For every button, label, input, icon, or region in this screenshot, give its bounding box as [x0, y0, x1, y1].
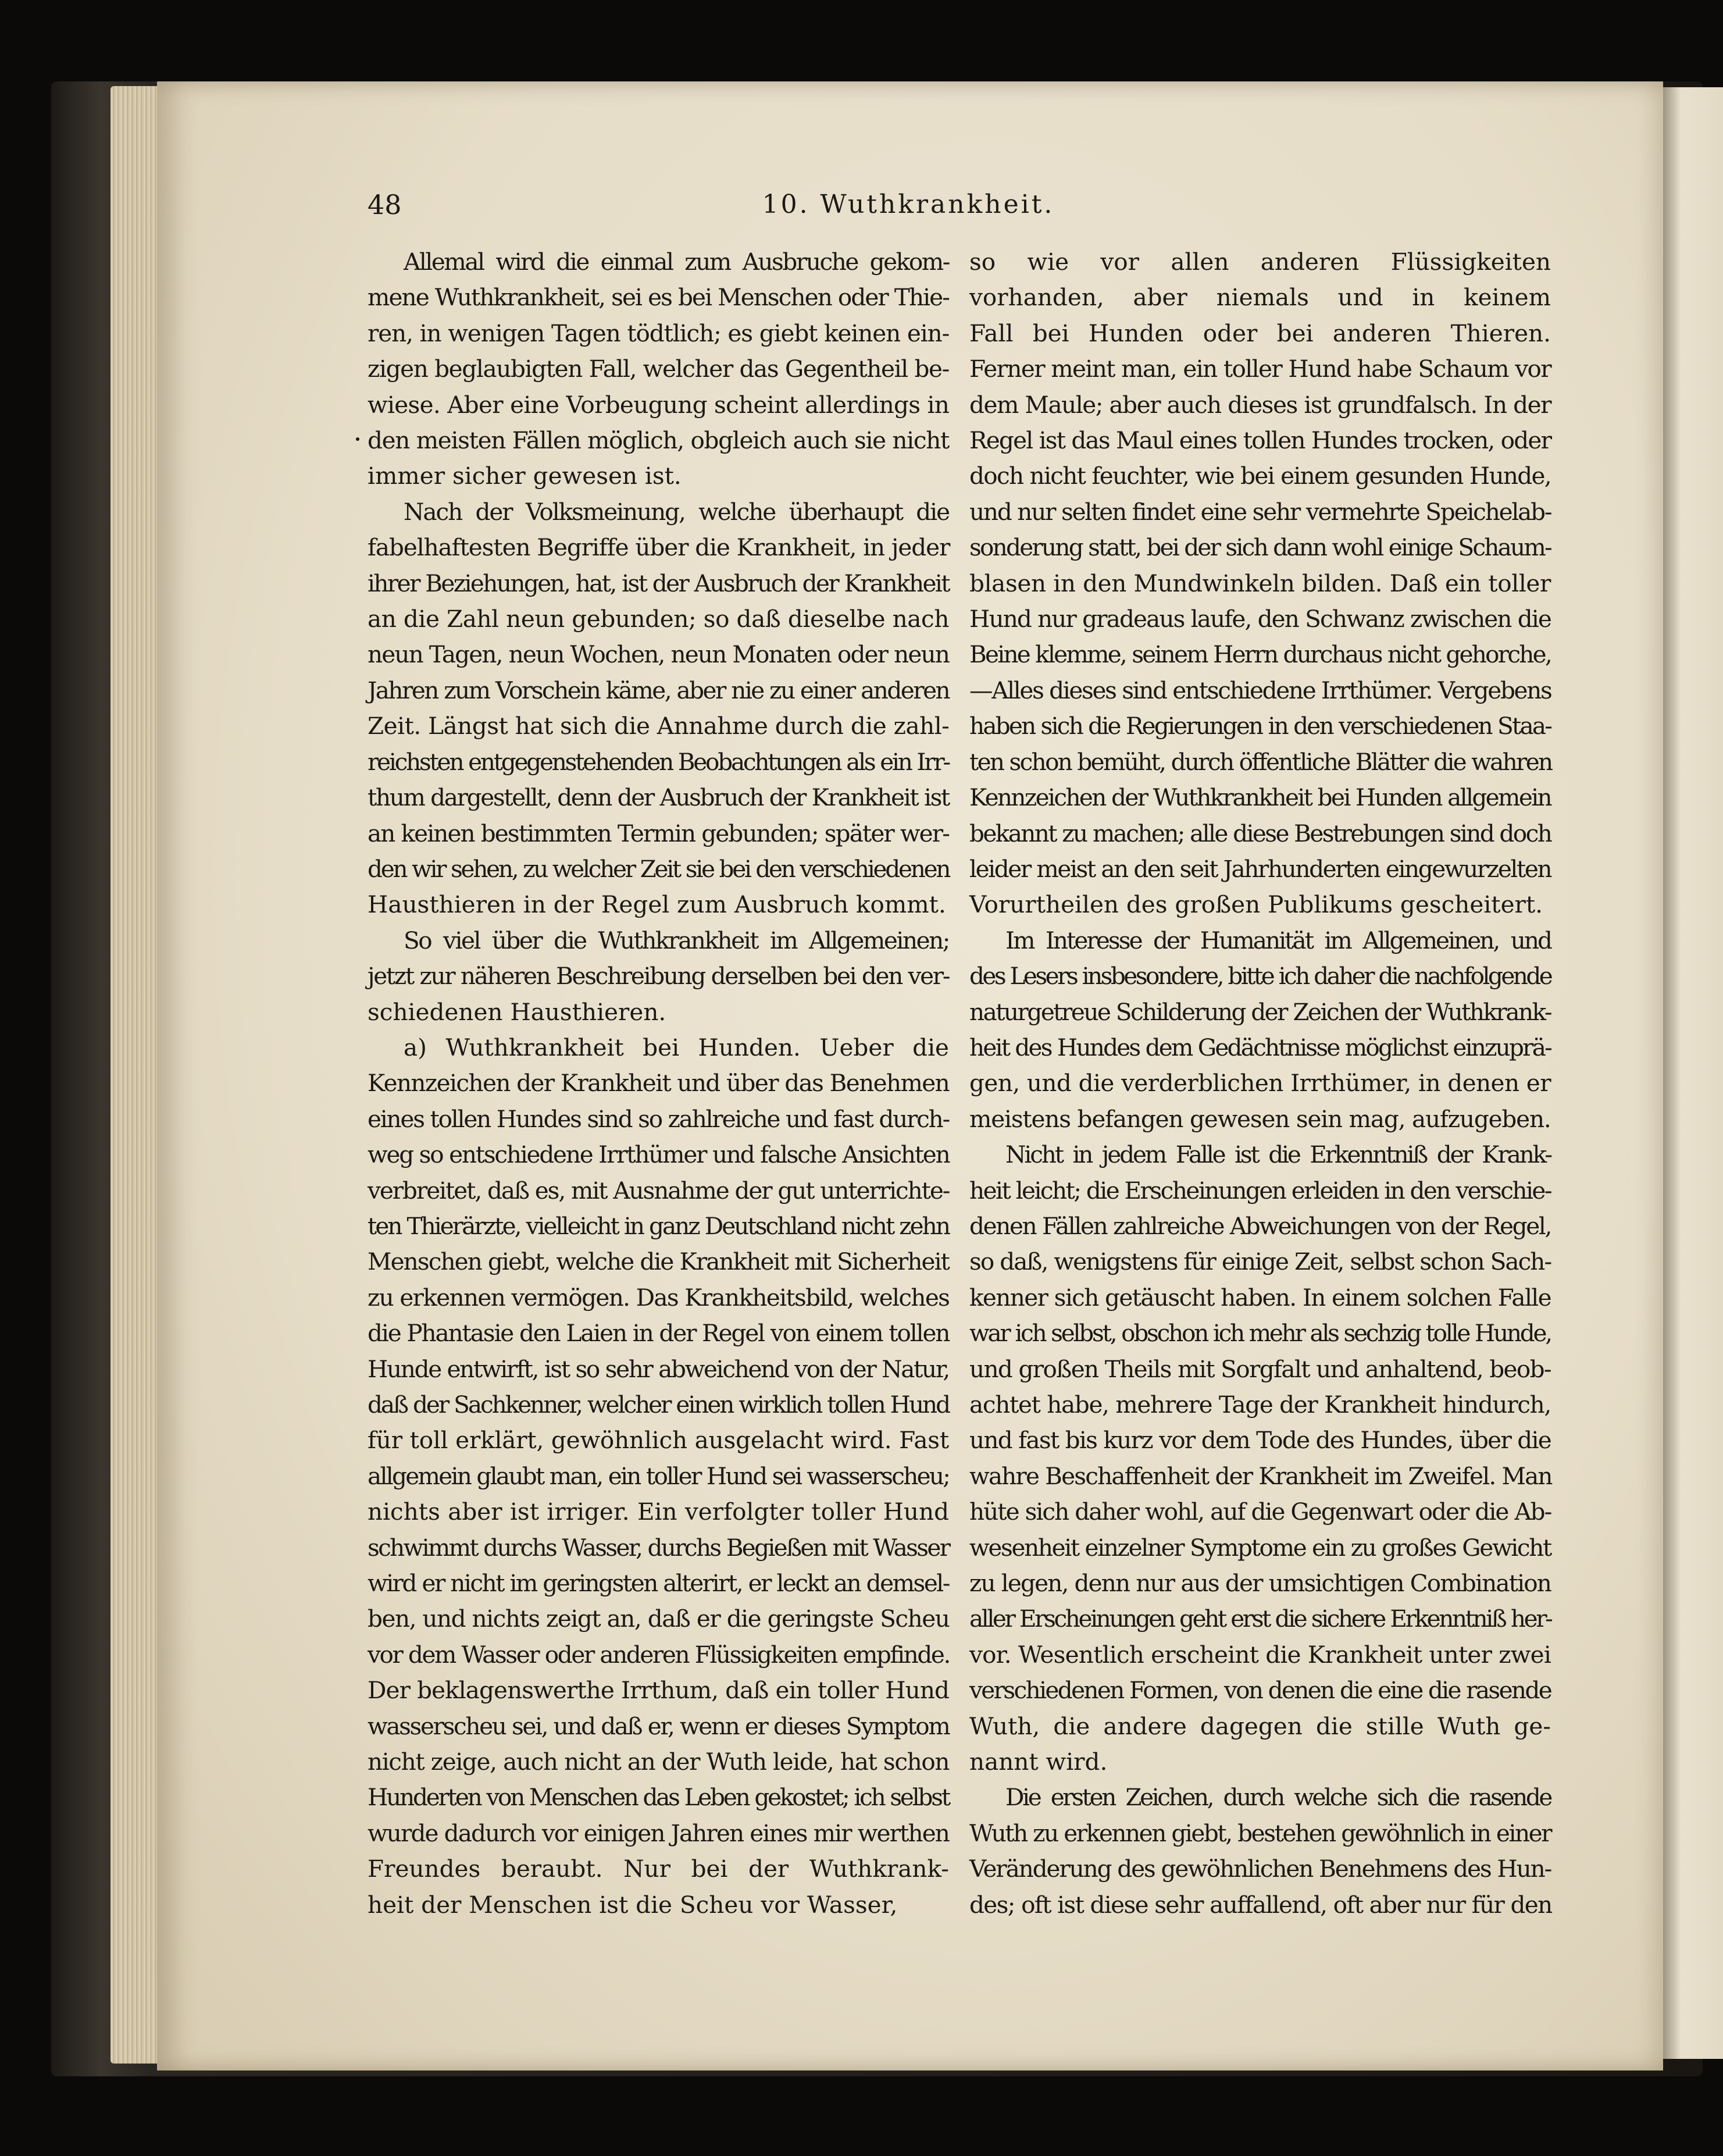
text-line: die Phantasie den Laien in der Regel von einem tollen	[368, 1319, 950, 1348]
text-line: für toll erklärt, gewöhnlich ausgelacht wird. Fast	[368, 1426, 949, 1455]
paragraph	[368, 244, 949, 494]
text-line: Regel ist das Maul eines tollen Hundes trocken, oder	[969, 426, 1551, 455]
text-line: Allemal wird die einmal zum Ausbruche gekom-	[404, 248, 949, 276]
text-line: leider meist an den seit Jahrhunderten eingewurzelten	[969, 854, 1551, 883]
paragraph	[368, 1030, 949, 1923]
text-line: des Lesers insbesondere, bitte ich daher die nachfolgende	[969, 962, 1551, 990]
text-line: zigen beglaubigten Fall, welcher das Gegentheil be-	[368, 355, 949, 383]
text-line: verschiedenen Formen, von denen die eine die rasende	[969, 1676, 1551, 1705]
text-line: a) Wuthkrankheit bei Hunden. Ueber die	[404, 1033, 949, 1061]
text-line: reichsten entgegenstehenden Beobachtungen als ein Irr-	[368, 747, 949, 776]
text-line: sonderung statt, bei der sich dann wohl einige Schaum-	[969, 533, 1551, 562]
text-line: Hund nur gradeaus laufe, den Schwanz zwischen die	[969, 605, 1551, 633]
text-line: Im Interesse der Humanität im Allgemeinen, und	[1005, 926, 1551, 954]
text-line: Kennzeichen der Krankheit und über das Benehmen	[368, 1069, 950, 1097]
text-line: so daß, wenigstens für einige Zeit, selbst schon Sach-	[969, 1248, 1551, 1276]
text-line: Freundes beraubt. Nur bei der Wuthkrank-	[368, 1855, 949, 1883]
text-line: war ich selbst, obschon ich mehr als sechzig tolle Hunde,	[969, 1319, 1551, 1348]
text-line: an keinen bestimmten Termin gebunden; später wer-	[368, 819, 949, 847]
text-line: ten Thierärzte, vielleicht in ganz Deutschland nicht zehn	[368, 1211, 949, 1240]
text-line: wurde dadurch vor einigen Jahren eines mir werthen	[368, 1819, 949, 1847]
text-line: bekannt zu machen; alle diese Bestrebungen sind doch	[969, 819, 1551, 847]
text-line: denen Fällen zahlreiche Abweichungen von der Regel,	[969, 1211, 1551, 1240]
text-line: den wir sehen, zu welcher Zeit sie bei den verschiedenen	[368, 854, 950, 883]
paragraph	[969, 1780, 1551, 1923]
text-line: gen, und die verderblichen Irrthümer, in denen er	[969, 1069, 1551, 1097]
text-line: heit der Menschen ist die Scheu vor Wasser,	[368, 1890, 898, 1919]
text-line: aller Erscheinungen geht erst die sichere Erkenntniß her-	[969, 1605, 1551, 1633]
text-line: Ferner meint man, ein toller Hund habe Schaum vor	[969, 355, 1551, 383]
page-number: 48	[368, 189, 402, 220]
text-line: immer sicher gewesen ist.	[368, 462, 682, 490]
text-line: Hunde entwirft, ist so sehr abweichend von der Natur,	[368, 1355, 949, 1383]
text-line: kenner sich getäuscht haben. In einem solchen Falle	[969, 1283, 1551, 1312]
text-line: Hausthieren in der Regel zum Ausbruch kommt.	[368, 890, 946, 919]
text-line: weg so entschiedene Irrthümer und falsche Ansichten	[368, 1141, 950, 1169]
text-line: nannt wird.	[969, 1748, 1108, 1776]
text-line: Der beklagenswerthe Irrthum, daß ein toller Hund	[368, 1676, 949, 1705]
text-line: wasserscheu sei, und daß er, wenn er dieses Symptom	[368, 1712, 950, 1740]
text-line: fabelhaftesten Begriffe über die Krankheit, in jeder	[368, 533, 950, 562]
text-line: Beine klemme, seinem Herrn durchaus nicht gehorche,	[969, 640, 1551, 669]
text-line: wahre Beschaffenheit der Krankheit im Zweifel. Man	[969, 1462, 1552, 1490]
text-line: Zeit. Längst hat sich die Annahme durch die zahl-	[368, 712, 950, 740]
text-line: heit leicht; die Erscheinungen erleiden in den verschie-	[969, 1176, 1551, 1204]
text-line: dem Maule; aber auch dieses ist grundfalsch. In der	[969, 390, 1551, 419]
text-line: doch nicht feuchter, wie bei einem gesunden Hunde,	[969, 462, 1551, 490]
text-line: Nicht in jedem Falle ist die Erkenntniß der Krank-	[1005, 1141, 1551, 1169]
facing-page-edge	[1663, 87, 1723, 2059]
text-line: schiedenen Hausthieren.	[368, 997, 666, 1026]
text-line: des; oft ist diese sehr auffallend, oft aber nur für den	[969, 1890, 1552, 1919]
text-line: zu legen, denn nur aus der umsichtigen Combination	[969, 1569, 1551, 1598]
running-head	[368, 187, 1449, 222]
text-line: daß der Sachkenner, welcher einen wirklich tollen Hund	[368, 1391, 949, 1419]
text-line: Veränderung des gewöhnlichen Benehmens des Hun-	[969, 1855, 1551, 1883]
text-line: —Alles dieses sind entschiedene Irrthümer. Vergebens	[969, 676, 1551, 704]
text-line: ben, und nichts zeigt an, daß er die geringste Scheu	[368, 1605, 950, 1633]
text-line: thum dargestellt, denn der Ausbruch der Krankheit ist	[368, 783, 949, 812]
text-line: und nur selten findet eine sehr vermehrte Speichelab-	[969, 497, 1551, 526]
text-line: ihrer Beziehungen, hat, ist der Ausbruch der Krankheit	[368, 569, 949, 597]
text-line: Vorurtheilen des großen Publikums gescheitert.	[969, 890, 1543, 919]
text-line: wird er nicht im geringsten alterirt, er leckt an demsel-	[368, 1569, 949, 1598]
text-line: naturgetreue Schilderung der Zeichen der Wuthkrank-	[969, 997, 1551, 1026]
text-line: Jahren zum Vorschein käme, aber nie zu einer anderen	[368, 676, 950, 704]
text-line: verbreitet, daß es, mit Ausnahme der gut unterrichte-	[368, 1176, 950, 1204]
text-line: Hunderten von Menschen das Leben gekostet; ich selbst	[368, 1783, 949, 1812]
text-line: allgemein glaubt man, ein toller Hund sei wasserscheu;	[368, 1462, 950, 1490]
text-line: vorhanden, aber niemals und in keinem	[969, 283, 1551, 312]
text-line: und großen Theils mit Sorgfalt und anhaltend, beob-	[969, 1355, 1551, 1383]
chapter-title: 10. Wuthkrankheit.	[762, 190, 1055, 219]
text-line: an die Zahl neun gebunden; so daß dieselbe nach	[368, 605, 949, 633]
text-line: nicht zeige, auch nicht an der Wuth leide, hat schon	[368, 1748, 950, 1776]
text-line: So viel über die Wuthkrankheit im Allgemeinen;	[404, 926, 949, 954]
paragraph	[969, 1137, 1551, 1780]
paragraph	[969, 923, 1551, 1137]
text-line: Die ersten Zeichen, durch welche sich die rasende	[1005, 1783, 1551, 1812]
text-line: heit des Hundes dem Gedächtnisse möglichst einzuprä-	[969, 1033, 1551, 1061]
text-line: jetzt zur näheren Beschreibung derselben bei den ver-	[368, 962, 950, 990]
text-line: Fall bei Hunden oder bei anderen Thieren.	[969, 319, 1551, 347]
paragraph	[368, 923, 949, 1030]
text-line: Kennzeichen der Wuthkrankheit bei Hunden allgemein	[969, 783, 1551, 812]
text-line: wiese. Aber eine Vorbeugung scheint allerdings in	[368, 390, 950, 419]
text-line: schwimmt durchs Wasser, durchs Begießen mit Wasser	[368, 1533, 950, 1562]
text-line: Nach der Volksmeinung, welche überhaupt die	[404, 497, 949, 526]
text-line: vor dem Wasser oder anderen Flüssigkeiten empfinde.	[368, 1640, 950, 1669]
text-line: haben sich die Regierungen in den verschiedenen Staa-	[969, 712, 1551, 740]
paragraph	[368, 494, 949, 923]
text-line: den meisten Fällen möglich, obgleich auch sie nicht	[368, 426, 949, 455]
text-line: Wuth zu erkennen giebt, bestehen gewöhnlich in einer	[969, 1819, 1551, 1847]
text-line: ren, in wenigen Tagen tödtlich; es giebt keinen ein-	[368, 319, 950, 347]
text-line: meistens befangen gewesen sein mag, aufzugeben.	[969, 1104, 1551, 1133]
text-line: zu erkennen vermögen. Das Krankheitsbild, welches	[368, 1283, 950, 1312]
text-line: so wie vor allen anderen Flüssigkeiten	[969, 248, 1551, 276]
paragraph	[969, 244, 1551, 923]
text-line: achtet habe, mehrere Tage der Krankheit hindurch,	[969, 1391, 1551, 1419]
text-line: ten schon bemüht, durch öffentliche Blätter die wahren	[969, 747, 1552, 776]
text-line: Menschen giebt, welche die Krankheit mit Sicherheit	[368, 1248, 949, 1276]
text-line: nichts aber ist irriger. Ein verfolgter toller Hund	[368, 1498, 949, 1526]
text-line: und fast bis kurz vor dem Tode des Hundes, über die	[969, 1426, 1551, 1455]
text-line: wesenheit einzelner Symptome ein zu großes Gewicht	[969, 1533, 1551, 1562]
text-line: eines tollen Hundes sind so zahlreiche und fast durch-	[368, 1104, 950, 1133]
text-line: vor. Wesentlich erscheint die Krankheit unter zwei	[969, 1640, 1551, 1669]
left-text-column	[368, 244, 949, 1923]
text-line: mene Wuthkrankheit, sei es bei Menschen oder Thie-	[368, 283, 949, 312]
right-text-column	[969, 244, 1551, 1923]
text-line: blasen in den Mundwinkeln bilden. Daß ein toller	[969, 569, 1551, 597]
text-line: neun Tagen, neun Wochen, neun Monaten oder neun	[368, 640, 949, 669]
margin-mark	[356, 437, 359, 441]
text-line: Wuth, die andere dagegen die stille Wuth ge-	[969, 1712, 1551, 1740]
text-line: hüte sich daher wohl, auf die Gegenwart oder die Ab-	[969, 1498, 1551, 1526]
